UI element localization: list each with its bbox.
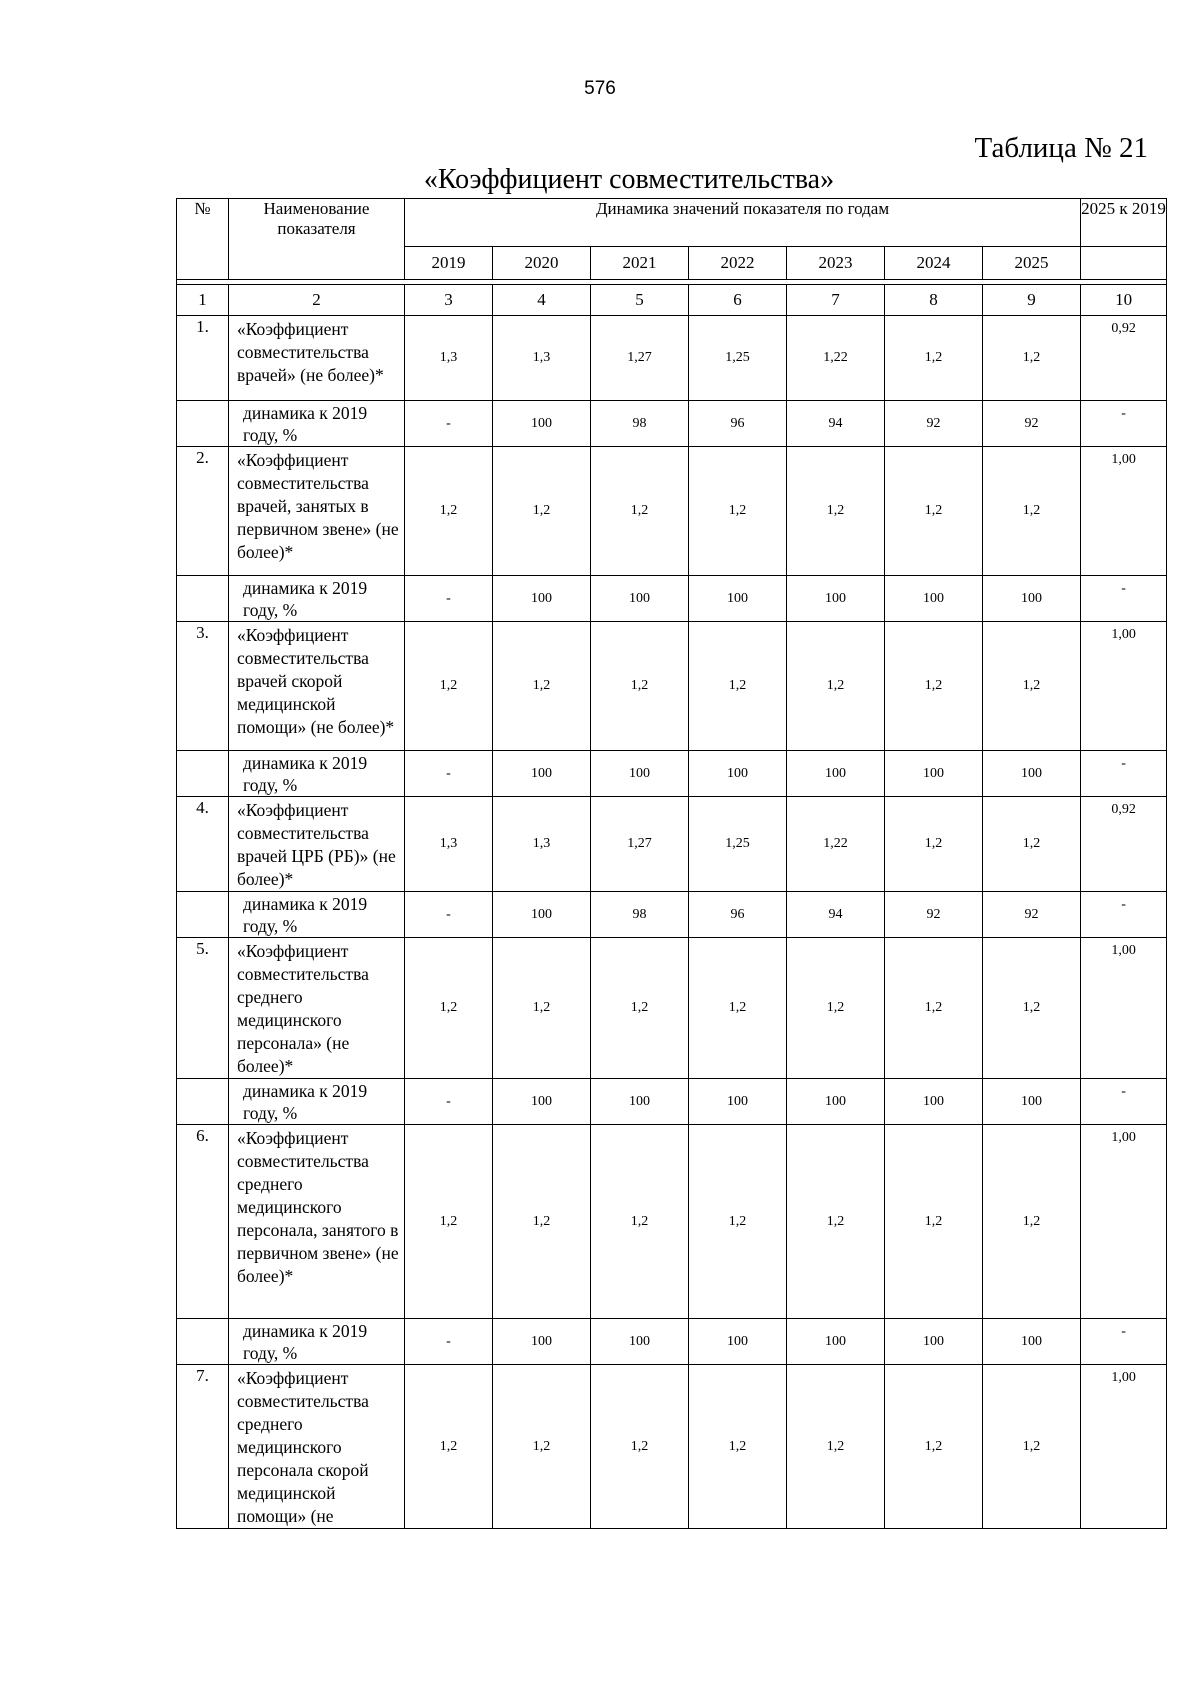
year-header: 2020 [493, 247, 591, 280]
year-value: 100 [591, 1319, 689, 1365]
year-value: 1,2 [493, 1125, 591, 1319]
year-value: 100 [885, 1079, 983, 1125]
year-value: 1,27 [591, 316, 689, 401]
year-value: 1,2 [787, 447, 885, 576]
year-value: 1,2 [591, 622, 689, 751]
year-value: 100 [689, 1319, 787, 1365]
table-row [177, 1125, 1167, 1319]
year-value: 1,2 [405, 622, 493, 751]
year-value: 100 [787, 1079, 885, 1125]
year-value: 1,3 [493, 797, 591, 892]
year-value: 92 [885, 892, 983, 938]
table-row [177, 401, 1167, 447]
year-value: 1,2 [983, 938, 1081, 1079]
result-value: - [1081, 892, 1167, 938]
page-number: 576 [584, 78, 616, 99]
year-value: 100 [493, 751, 591, 797]
column-number: 1 [177, 285, 229, 316]
year-value: 1,2 [983, 1125, 1081, 1319]
indicator-name: «Коэффициент совместительства врачей ЦРБ (РБ)» (не более)* [229, 797, 405, 892]
year-value: 100 [493, 1079, 591, 1125]
year-value: 100 [591, 1079, 689, 1125]
result-value: - [1081, 1319, 1167, 1365]
table-row [177, 797, 1167, 892]
dynamics-label: динамика к 2019 году, % [229, 576, 405, 622]
year-value: - [405, 401, 493, 447]
year-value: 1,2 [885, 938, 983, 1079]
year-value: 92 [983, 401, 1081, 447]
year-value: - [405, 576, 493, 622]
year-value: 1,2 [885, 797, 983, 892]
year-value: 1,2 [689, 1125, 787, 1319]
year-value: 1,2 [689, 622, 787, 751]
year-header: 2021 [591, 247, 689, 280]
table-row [177, 938, 1167, 1079]
result-value: 1,00 [1081, 1125, 1167, 1319]
year-value: 100 [983, 1319, 1081, 1365]
year-value: 1,2 [405, 1125, 493, 1319]
year-value: 1,2 [885, 447, 983, 576]
dynamics-label: динамика к 2019 году, % [229, 1079, 405, 1125]
year-value: 100 [689, 751, 787, 797]
year-value: 94 [787, 401, 885, 447]
row-number [177, 751, 229, 797]
year-header: 2025 [983, 247, 1081, 280]
year-value: 100 [591, 576, 689, 622]
year-value: 100 [787, 1319, 885, 1365]
dynamics-label: динамика к 2019 году, % [229, 1319, 405, 1365]
year-value: 1,2 [493, 447, 591, 576]
table-row [177, 622, 1167, 751]
year-value: 100 [787, 751, 885, 797]
year-value: 94 [787, 892, 885, 938]
table-row [177, 751, 1167, 797]
year-value: 100 [787, 576, 885, 622]
row-number: 4. [177, 797, 229, 892]
year-header-empty [1081, 247, 1167, 280]
column-number: 10 [1081, 285, 1167, 316]
year-value: 1,2 [493, 938, 591, 1079]
column-number: 6 [689, 285, 787, 316]
table-row [177, 1365, 1167, 1529]
year-value: 1,2 [983, 447, 1081, 576]
year-value: 98 [591, 892, 689, 938]
year-value: 1,3 [405, 797, 493, 892]
result-value: - [1081, 1079, 1167, 1125]
result-value: 1,00 [1081, 938, 1167, 1079]
indicator-table [176, 198, 1167, 1529]
year-header: 2024 [885, 247, 983, 280]
year-value: 1,22 [787, 316, 885, 401]
year-value: 100 [689, 1079, 787, 1125]
indicator-name: «Коэффициент совместительства среднего медицинского персонала» (не более)* [229, 938, 405, 1079]
year-value: 1,2 [885, 1125, 983, 1319]
year-value: - [405, 1319, 493, 1365]
header-result: 2025 к 2019 [1081, 199, 1167, 247]
year-value: 1,25 [689, 797, 787, 892]
year-value: 1,2 [787, 1125, 885, 1319]
year-value: 100 [885, 751, 983, 797]
result-value: 0,92 [1081, 316, 1167, 401]
column-number: 9 [983, 285, 1081, 316]
indicator-name: «Коэффициент совместительства среднего медицинского персонала скорой медицинской помощи» (не [229, 1365, 405, 1529]
year-value: 1,2 [493, 622, 591, 751]
year-value: 1,22 [787, 797, 885, 892]
row-number [177, 892, 229, 938]
result-value: 1,00 [1081, 622, 1167, 751]
year-value: 100 [493, 892, 591, 938]
year-value: 1,2 [405, 447, 493, 576]
row-number: 7. [177, 1365, 229, 1529]
year-value: 1,2 [591, 447, 689, 576]
year-value: 1,2 [787, 1365, 885, 1529]
year-value: 1,2 [983, 622, 1081, 751]
year-value: 100 [983, 751, 1081, 797]
year-value: 100 [983, 576, 1081, 622]
year-value: 100 [493, 401, 591, 447]
year-value: 1,2 [689, 1365, 787, 1529]
column-number: 3 [405, 285, 493, 316]
year-value: 92 [885, 401, 983, 447]
year-value: 1,2 [983, 316, 1081, 401]
table-row [177, 1079, 1167, 1125]
year-value: 1,2 [405, 1365, 493, 1529]
year-value: - [405, 751, 493, 797]
year-value: 1,2 [689, 938, 787, 1079]
table-row [177, 576, 1167, 622]
column-number: 5 [591, 285, 689, 316]
indicator-name: «Коэффициент совместительства врачей» (не более)* [229, 316, 405, 401]
year-header: 2023 [787, 247, 885, 280]
indicator-name: «Коэффициент совместительства врачей скорой медицинской помощи» (не более)* [229, 622, 405, 751]
result-value: - [1081, 576, 1167, 622]
year-value: 1,3 [405, 316, 493, 401]
table-title: «Коэффициент совместительства» [423, 164, 835, 195]
row-number: 6. [177, 1125, 229, 1319]
row-number: 2. [177, 447, 229, 576]
year-value: 1,2 [591, 1365, 689, 1529]
year-value: 98 [591, 401, 689, 447]
year-value: 1,2 [787, 622, 885, 751]
year-value: 1,2 [493, 1365, 591, 1529]
year-value: - [405, 1079, 493, 1125]
result-value: - [1081, 401, 1167, 447]
header-num: № [177, 199, 229, 280]
year-value: 100 [983, 1079, 1081, 1125]
year-header: 2022 [689, 247, 787, 280]
row-number: 3. [177, 622, 229, 751]
year-value: 96 [689, 892, 787, 938]
row-number [177, 401, 229, 447]
year-value: 1,2 [885, 622, 983, 751]
row-number: 5. [177, 938, 229, 1079]
result-value: - [1081, 751, 1167, 797]
column-number: 2 [229, 285, 405, 316]
column-number: 8 [885, 285, 983, 316]
year-value: 1,2 [689, 447, 787, 576]
table-row [177, 1319, 1167, 1365]
year-value: 100 [493, 1319, 591, 1365]
row-number [177, 1079, 229, 1125]
dynamics-label: динамика к 2019 году, % [229, 892, 405, 938]
year-value: 1,2 [983, 797, 1081, 892]
column-number: 4 [493, 285, 591, 316]
year-value: 1,2 [591, 1125, 689, 1319]
year-value: 92 [983, 892, 1081, 938]
year-value: 100 [493, 576, 591, 622]
year-value: 1,2 [405, 938, 493, 1079]
header-dynamics: Динамика значений показателя по годам [405, 199, 1081, 247]
year-value: 1,2 [885, 316, 983, 401]
table-row [177, 447, 1167, 576]
table-caption: Таблица № 21 [974, 132, 1148, 164]
year-header: 2019 [405, 247, 493, 280]
table-row [177, 892, 1167, 938]
year-value: 1,25 [689, 316, 787, 401]
column-number: 7 [787, 285, 885, 316]
year-value: 1,2 [591, 938, 689, 1079]
year-value: 100 [591, 751, 689, 797]
year-value: 96 [689, 401, 787, 447]
indicator-name: «Коэффициент совместительства врачей, занятых в первичном звене» (не более)* [229, 447, 405, 576]
table-row [177, 316, 1167, 401]
year-value: 100 [885, 1319, 983, 1365]
year-value: 100 [885, 576, 983, 622]
dynamics-label: динамика к 2019 году, % [229, 751, 405, 797]
row-number: 1. [177, 316, 229, 401]
result-value: 0,92 [1081, 797, 1167, 892]
result-value: 1,00 [1081, 447, 1167, 576]
header-name: Наименование показателя [229, 199, 405, 280]
row-number [177, 1319, 229, 1365]
dynamics-label: динамика к 2019 году, % [229, 401, 405, 447]
indicator-name: «Коэффициент совместительства среднего медицинского персонала, занятого в первичном звене» (не более)* [229, 1125, 405, 1319]
row-number [177, 576, 229, 622]
year-value: 1,27 [591, 797, 689, 892]
year-value: 1,2 [787, 938, 885, 1079]
year-value: 1,2 [983, 1365, 1081, 1529]
year-value: - [405, 892, 493, 938]
year-value: 1,3 [493, 316, 591, 401]
year-value: 100 [689, 576, 787, 622]
year-value: 1,2 [885, 1365, 983, 1529]
result-value: 1,00 [1081, 1365, 1167, 1529]
